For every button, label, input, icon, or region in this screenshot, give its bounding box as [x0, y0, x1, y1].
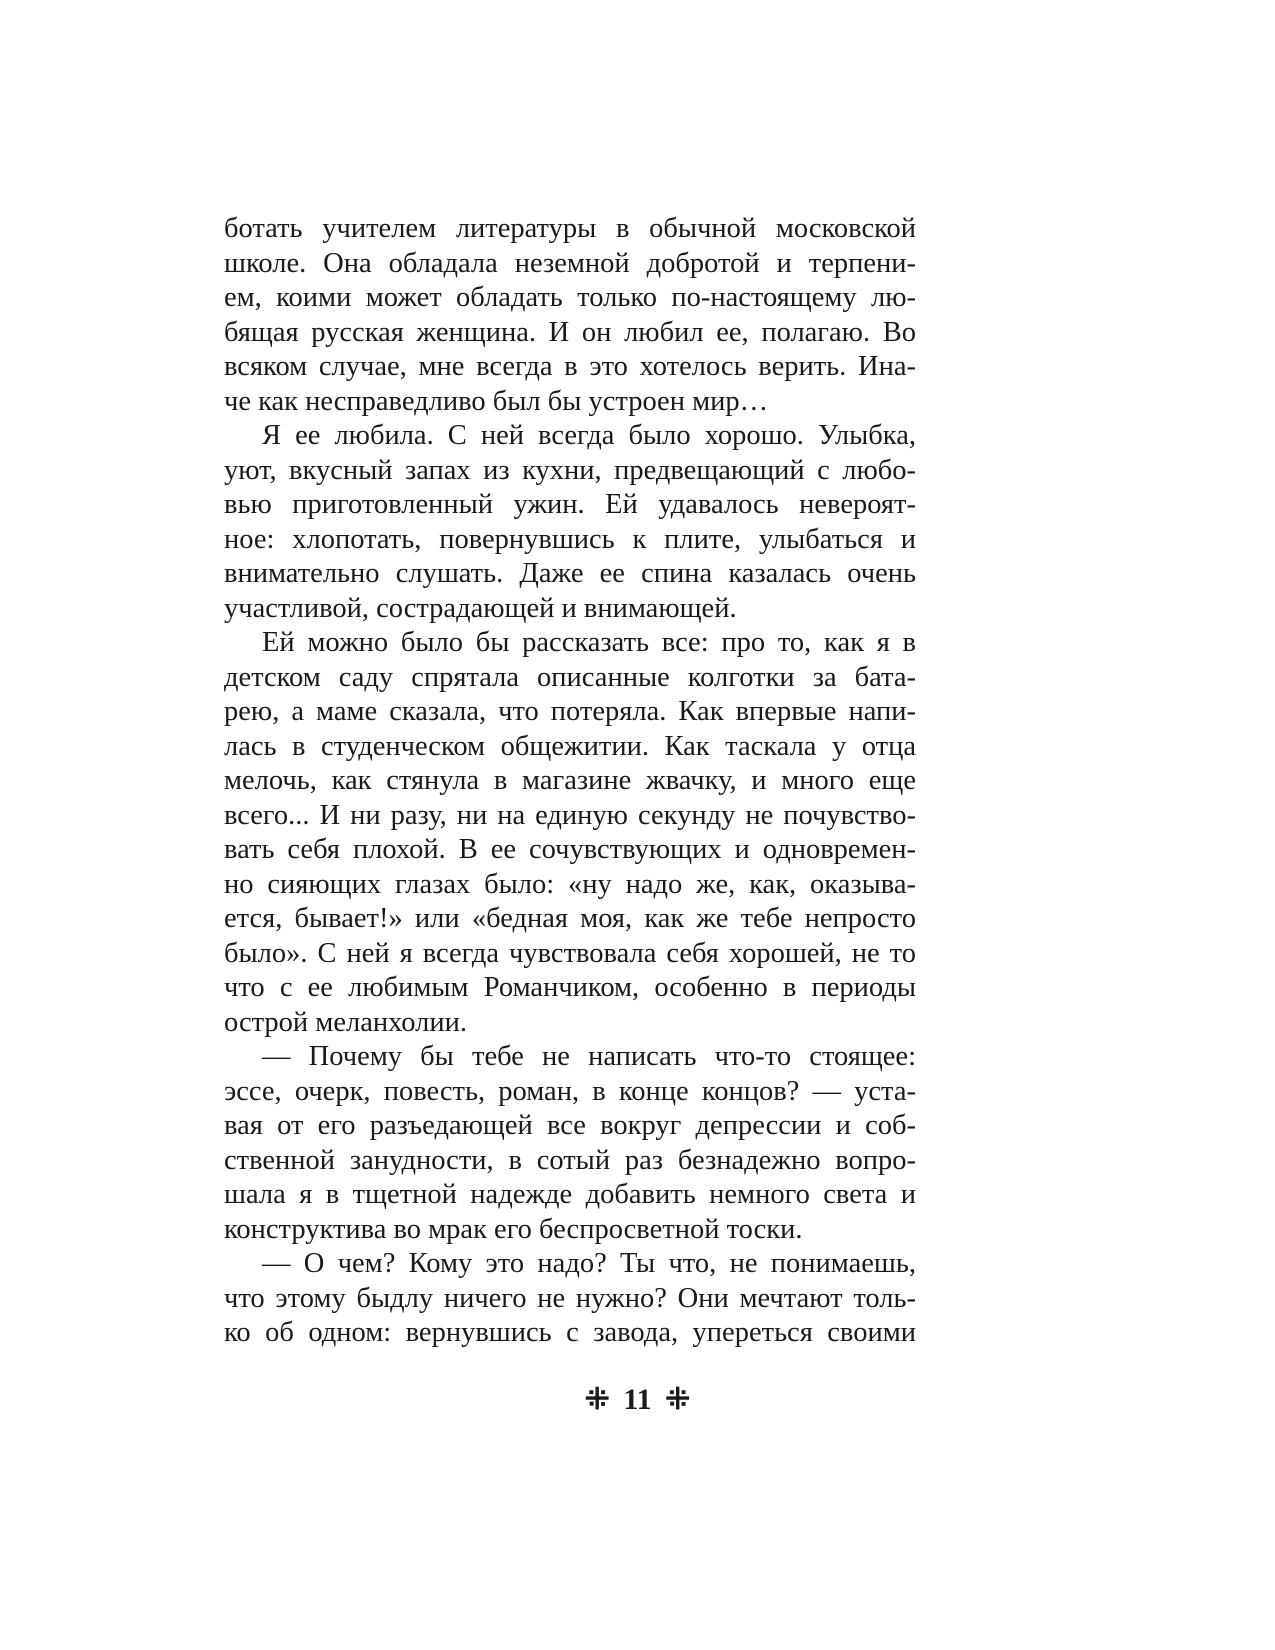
- text-line: но сияющих глазах было: «ну надо же, как, оказыва-: [224, 868, 916, 900]
- text-line: ботать учителем литературы в обычной московской: [224, 213, 916, 244]
- text-line: участливой, сострадающей и внимающей.: [224, 592, 737, 624]
- page-number: 11: [623, 1383, 652, 1417]
- text-line: конструктива во мрак его беспросветной тоски.: [224, 1213, 803, 1245]
- text-line: ется, бывает!» или «бедная моя, как же тебе непросто: [224, 903, 916, 934]
- text-line: детском саду спрятала описанные колготки за бата-: [224, 661, 916, 693]
- text-line: что этому быдлу ничего не нужно? Они мечтают толь-: [224, 1282, 916, 1314]
- text-line: ем, коими может обладать только по-настоящему лю-: [224, 282, 916, 313]
- text-line: ное: хлопотать, повернувшись к плите, улыбаться и: [224, 523, 916, 555]
- body-text: [224, 212, 916, 1351]
- text-line: ственной занудности, в сотый раз безнадежно вопро-: [224, 1144, 916, 1176]
- text-line: Я ее любила. С ней всегда было хорошо. Улыбка,: [262, 420, 916, 451]
- text-line: лась в студенческом общежитии. Как таскала у отца: [224, 730, 916, 762]
- text-line: мелочь, как стянула в магазине жвачку, и много еще: [224, 765, 916, 796]
- text-line: — Почему бы тебе не написать что-то стоящее:: [262, 1041, 916, 1072]
- text-line: шала я в тщетной надежде добавить немного света и: [224, 1179, 916, 1210]
- text-line: бящая русская женщина. И он любил ее, полагаю. Во: [224, 316, 916, 348]
- text-line: вать себя плохой. В ее сочувствующих и одновремен-: [224, 834, 916, 865]
- text-line: всего... И ни разу, ни на единую секунду не почувство-: [224, 799, 916, 831]
- text-line: внимательно слушать. Даже ее спина казалась очень: [224, 558, 916, 589]
- text-line: рею, а маме сказала, что потеряла. Как впервые напи-: [224, 696, 916, 727]
- text-line: что с ее любимым Романчиком, особенно в периоды: [224, 972, 916, 1003]
- text-line: Ей можно было бы рассказать все: про то, как я в: [262, 627, 916, 658]
- text-line: всяком случае, мне всегда в это хотелось верить. Ина-: [224, 351, 916, 382]
- text-line: вая от его разъедающей все вокруг депрессии и соб-: [224, 1110, 916, 1141]
- text-line: — О чем? Кому это надо? Ты что, не понимаешь,: [262, 1248, 916, 1279]
- text-line: че как несправедливо был бы устроен мир…: [224, 385, 769, 417]
- text-line: вью приготовленный ужин. Ей удавалось невероят-: [224, 489, 916, 520]
- page-number-footer: [0, 1378, 1275, 1420]
- text-line: уют, вкусный запах из кухни, предвещающий с любо-: [224, 454, 916, 486]
- text-line: было». С ней я всегда чувствовала себя хорошей, не то: [224, 937, 916, 969]
- right-ornament-icon: ⁜: [665, 1383, 691, 1417]
- text-line: ко об одном: вернувшись с завода, упереться своими: [224, 1317, 916, 1348]
- left-ornament-icon: ⁜: [584, 1383, 610, 1417]
- text-line: эссе, очерк, повесть, роман, в конце концов? — уста-: [224, 1075, 916, 1107]
- text-line: школе. Она обладала неземной добротой и терпени-: [224, 247, 916, 279]
- text-line: острой меланхолии.: [224, 1006, 467, 1038]
